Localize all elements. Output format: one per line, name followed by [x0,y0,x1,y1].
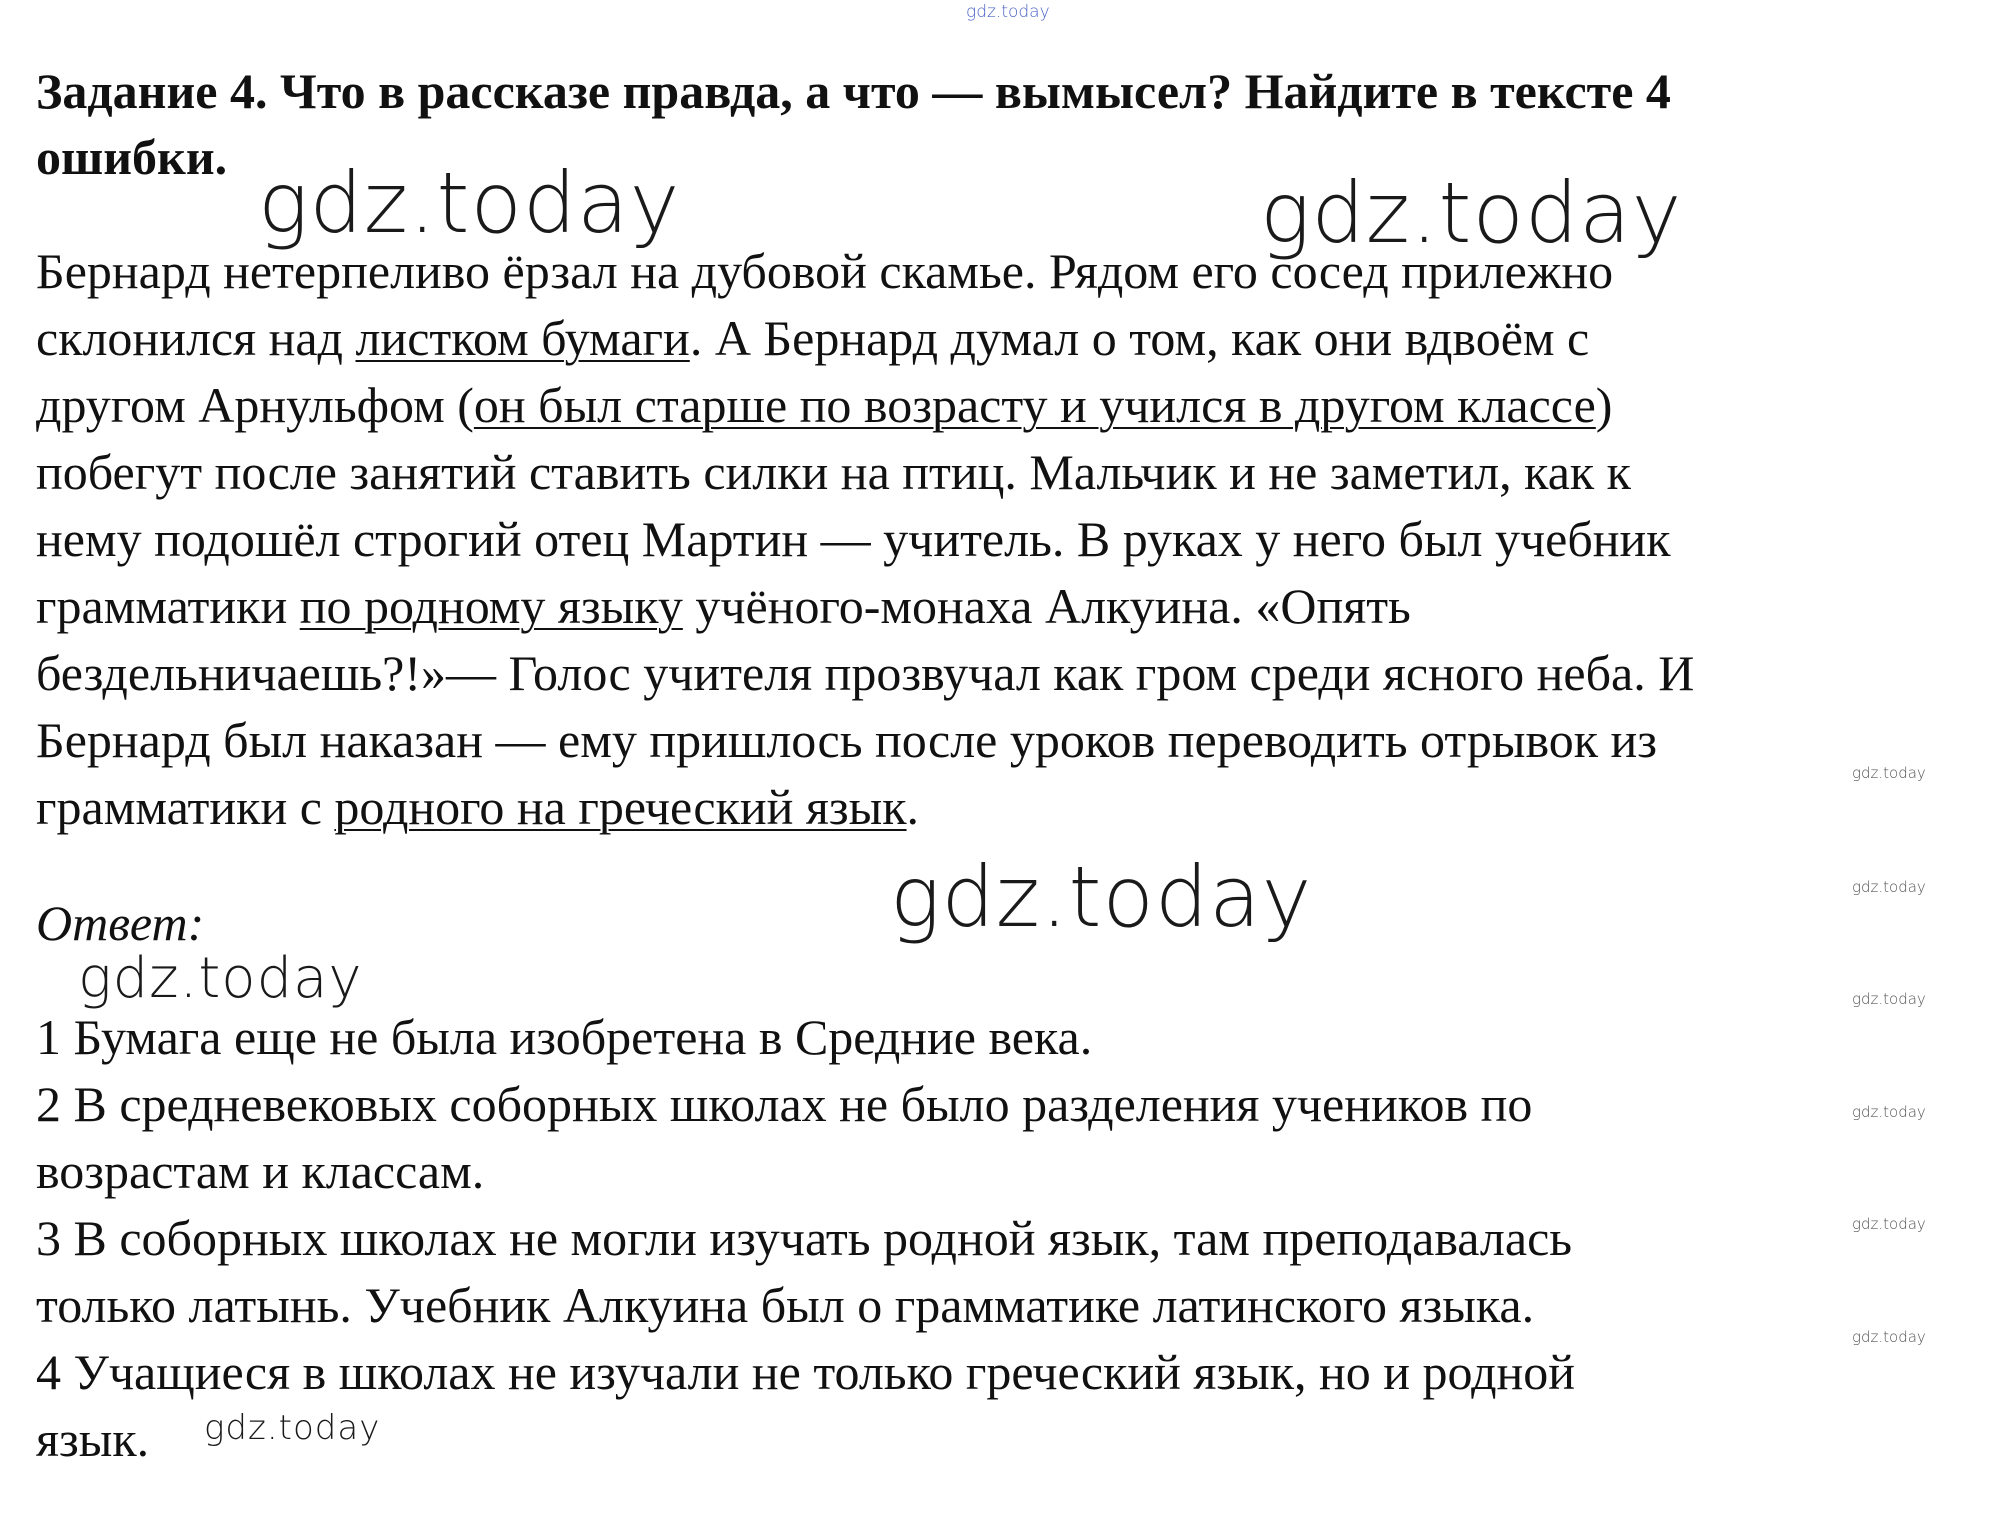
story-fragment: учёного-монаха Алкуина. «Опять [682,578,1411,634]
story-fragment: . [906,779,920,835]
story-fragment: ) [1595,377,1613,433]
underlined-error: родного на греческий язык [334,779,907,835]
watermark-small: gdz.today [1852,1103,1926,1121]
answer-line: только латынь. Учебник Алкуина был о грамматике латинского языка. [36,1277,1535,1333]
watermark-large: gdz.today [258,154,681,252]
story-line: нему подошёл строгий отец Мартин — учитель. В руках у него был учебник [36,511,1671,567]
watermark-large: gdz.today [890,848,1313,946]
story-line [36,372,1996,439]
watermark-small: gdz.today [1852,1328,1926,1346]
answer-list [36,1004,1936,1473]
answer-line: 3 В соборных школах не могли изучать родной язык, там преподавалась [36,1210,1573,1266]
story-line: бездельничаешь?!»— Голос учителя прозвучал как гром среди ясного неба. И [36,645,1695,701]
watermark-medium: gdz.today [78,946,363,1011]
underlined-error: по родному языку [299,578,683,634]
story-line [36,774,1996,841]
answer-line: возрастам и классам. [36,1143,485,1199]
watermark-medium: gdz.today [204,1408,381,1448]
story-line [36,305,1996,372]
story-line: побегут после занятий ставить силки на птиц. Мальчик и не заметил, как к [36,444,1631,500]
answer-line: 4 Учащиеся в школах не изучали не только греческий язык, но и родной [36,1344,1576,1400]
story-line: Бернард был наказан — ему пришлось после уроков переводить отрывок из [36,712,1658,768]
story-text [36,238,1996,841]
watermark-small: gdz.today [1852,878,1926,896]
answer-line: 1 Бумага еще не была изобретена в Средние века. [36,1009,1093,1065]
story-fragment: склонился над [36,310,356,366]
underlined-error: листком бумаги [355,310,690,366]
story-line: Бернард нетерпеливо ёрзал на дубовой скамье. Рядом его сосед прилежно [36,243,1614,299]
task-title-line: Задание 4. Что в рассказе правда, а что — вымысел? Найдите в тексте 4 [36,63,1671,119]
story-fragment: другом Арнульфом ( [36,377,474,433]
answer-line: язык. [36,1411,150,1467]
story-line [36,573,1996,640]
story-fragment: грамматики с [36,779,335,835]
task-title-line: ошибки. [36,129,228,185]
watermark-top: gdz.today [966,2,1050,22]
underlined-error: он был старше по возрасту и учился в другом классе [473,377,1596,433]
watermark-small: gdz.today [1852,764,1926,782]
story-fragment: . А Бернард думал о том, как они вдвоём с [689,310,1590,366]
watermark-small: gdz.today [1852,990,1926,1008]
answer-label: Ответ: [36,895,205,951]
watermark-large: gdz.today [1260,164,1683,262]
watermark-small: gdz.today [1852,1215,1926,1233]
answer-line: 2 В средневековых соборных школах не было разделения учеников по [36,1076,1533,1132]
story-fragment: грамматики [36,578,300,634]
